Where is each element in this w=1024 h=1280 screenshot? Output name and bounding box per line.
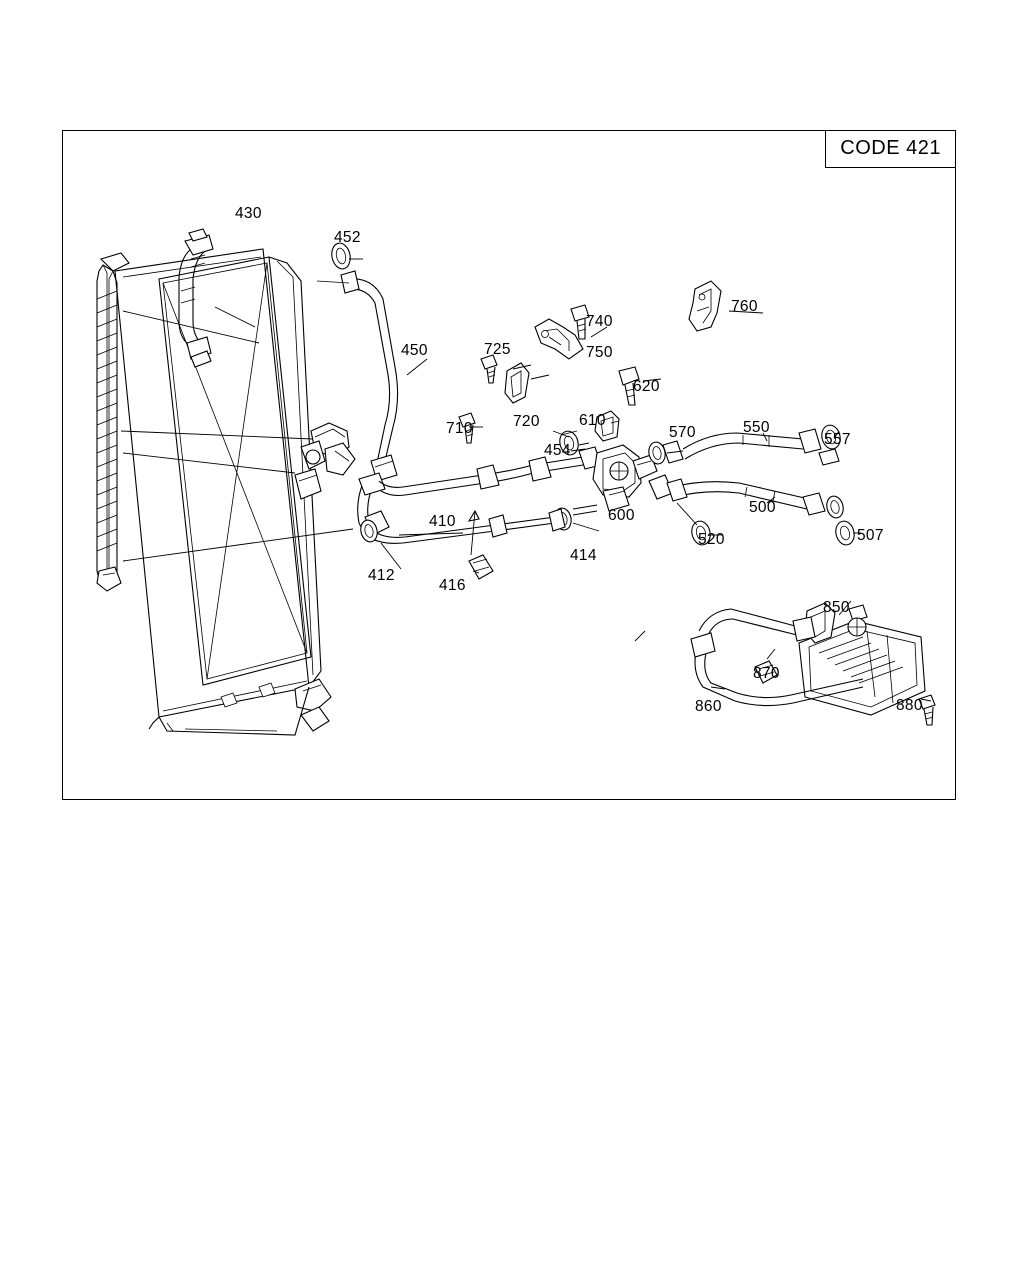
part-label-720: 720	[513, 413, 540, 430]
part-label-850: 850	[823, 599, 850, 616]
part-725-bolt	[481, 355, 497, 383]
part-label-750: 750	[586, 344, 613, 361]
part-760-bracket	[689, 281, 721, 331]
part-750-bracket	[535, 319, 583, 359]
part-label-570: 570	[669, 424, 696, 441]
part-430-hose	[179, 229, 213, 367]
part-label-507: 507	[857, 527, 884, 544]
part-label-870: 870	[753, 665, 780, 682]
part-label-760: 760	[731, 298, 758, 315]
part-label-557: 557	[824, 431, 851, 448]
part-600-valve	[593, 445, 657, 511]
radiator-assembly	[97, 249, 355, 735]
part-720-bracket	[505, 363, 529, 403]
part-label-550: 550	[743, 419, 770, 436]
part-label-430: 430	[235, 205, 262, 222]
part-label-710: 710	[446, 420, 473, 437]
part-label-520: 520	[698, 531, 725, 548]
part-label-454: 454	[544, 442, 571, 459]
diagram-artwork	[63, 131, 957, 801]
part-label-600: 600	[608, 507, 635, 524]
part-label-620: 620	[633, 378, 660, 395]
part-label-452: 452	[334, 229, 361, 246]
part-label-860: 860	[695, 698, 722, 715]
diagram-frame	[62, 130, 956, 800]
part-label-412: 412	[368, 567, 395, 584]
part-410-line	[358, 473, 597, 579]
part-label-725: 725	[484, 341, 511, 358]
code-badge: CODE 421	[825, 130, 956, 168]
part-label-740: 740	[586, 313, 613, 330]
part-label-500: 500	[749, 499, 776, 516]
part-label-410: 410	[429, 513, 456, 530]
part-label-880: 880	[896, 697, 923, 714]
part-label-416: 416	[439, 577, 466, 594]
part-label-414: 414	[570, 547, 597, 564]
part-label-450: 450	[401, 342, 428, 359]
part-454-hose	[379, 429, 601, 495]
part-label-610: 610	[579, 412, 606, 429]
